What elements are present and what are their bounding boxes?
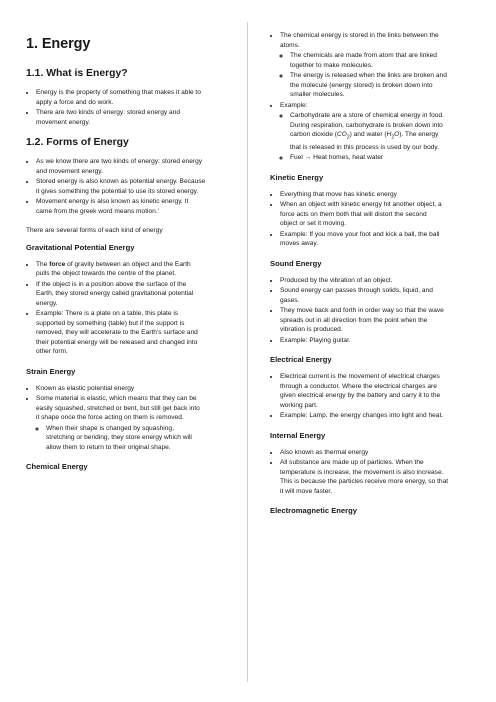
list-item: • When an object with kinetic energy hit another object, a force acts on them both that will distort the second object or set it moving. [280, 200, 472, 229]
list-item: • Example: If you move your foot and kick a ball, the ball moves away. [280, 230, 472, 249]
what-is-energy-list [26, 88, 229, 127]
chemical-title: Chemical Energy [26, 462, 88, 471]
chemical-sublist [280, 51, 472, 100]
list-item: • The chemical energy is stored in the links between the atoms. ◦ The chemicals are made from atom that are linked together to make molecules. ◦ The energy is released when the links are broken and the molecule (energy stored) is broken down into smaller molecules. [280, 31, 472, 100]
left-column [26, 36, 229, 702]
list-item: ◦ Fuel → Heat homes, heat water [290, 153, 472, 163]
section-forms-of-energy-title: 1.2. Forms of Energy [26, 137, 129, 148]
sound-title: Sound Energy [270, 258, 322, 268]
internal-title: Internal Energy [270, 430, 326, 440]
electromagnetic-title: Electromagnetic Energy [270, 506, 357, 516]
bold-word: force [49, 260, 66, 268]
chemical-list [270, 31, 472, 163]
list-item: • Some material is elastic, which means that they can be easily squashed, stretched or bent, but still get back into it shape once the force acting on them is removed. ◦ When their shape is changed by squashing, stretching or bending, they store energy which will allow them to return to their original shape. [36, 394, 229, 452]
electrical-list [270, 372, 472, 421]
forms-paragraph: There are several forms of each kind of energy [26, 227, 163, 234]
right-column [270, 31, 472, 702]
electrical-title: Electrical Energy [270, 355, 332, 365]
list-item: • Example: Playing guitar. [280, 336, 472, 346]
list-item: • The force of gravity between an object and the Earth pulls the object towards the centre of the planet. [36, 260, 229, 279]
list-item: • Example: There is a plate on a table, this plate is supported by something (table) but if the support is removed, they will accelerate to the Earth's surface and their potential energy will be released and changed into other form. [36, 309, 229, 357]
page-title: 1. Energy [26, 36, 91, 52]
gravitational-list [26, 260, 229, 357]
list-item: • Energy is the property of something that makes it able to apply a force and do work. [36, 88, 229, 107]
list-item: ◦ Carbohydrate are a store of chemical energy in food. During respiration, carbohydrate is broken down into carbon dioxide $(CO_2)$ and water $(H_2O)$. The energy that is released in this process is used by our body. [290, 111, 472, 152]
strain-sublist [36, 424, 229, 453]
list-item: • As we know there are two kinds of energy: stored energy and movement energy. [36, 157, 229, 176]
kinetic-list [270, 190, 472, 249]
list-item: • Example: ◦ Carbohydrate are a store of chemical energy in food. During respiration, carbohydrate is broken down into carbon dioxide $(CO_2)$ and water $(H_2O)$. The energy that is released in this process is used by our body. ◦ Fuel → Heat homes, heat water [280, 101, 472, 163]
gravitational-title: Gravitational Potential Energy [26, 242, 135, 252]
list-item: • All substance are made up of particles. When the temperature is increase, the movement is also increase. This is because the particles receive more energy, so that it will move faster. [280, 458, 472, 496]
list-item: • If the object is in a position above the surface of the Earth, they stored energy called gravitational potential energy. [36, 280, 229, 309]
formula-h2o-h: H [386, 131, 392, 138]
list-item: ◦ The chemicals are made from atom that are linked together to make molecules. [290, 51, 472, 70]
section-what-is-energy-title: 1.1. What is Energy? [26, 68, 128, 79]
formula-co2: CO [336, 131, 347, 138]
list-item: • Example: Lamp, the energy changes into light and heat. [280, 411, 472, 421]
kinetic-title: Kinetic Energy [270, 172, 324, 182]
list-item: • There are two kinds of energy: stored energy and movement energy. [36, 108, 229, 127]
list-item: • Produced by the vibration of an object. [280, 276, 472, 286]
sound-list [270, 276, 472, 346]
list-item: • Also known as thermal energy [280, 448, 472, 458]
list-item: • Stored energy is also known as potential energy. Because it gives something the potential to use its stored energy. [36, 177, 229, 196]
list-item: • Known as elastic potential energy [36, 384, 229, 394]
strain-list [26, 384, 229, 453]
column-divider [247, 22, 248, 682]
chemical-example-sublist [280, 111, 472, 163]
internal-list [270, 448, 472, 497]
list-item: ◦ When their shape is changed by squashing, stretching or bending, they store energy which will allow them to return to their original shape. [46, 424, 229, 453]
list-item: • Sound energy can passes through solids, liquid, and gases. [280, 286, 472, 305]
list-item: • Everything that move has kinetic energy [280, 190, 472, 200]
list-item: • Electrical current is the movement of electrical charges through a conductor. Where the electrical charges are given electrical energy by the battery and carry it to the working part. [280, 372, 472, 410]
strain-title: Strain Energy [26, 366, 76, 376]
list-item: ◦ The energy is released when the links are broken and the molecule (energy stored) is broken down into smaller molecules. [290, 71, 472, 100]
formula-h2o-o: O [394, 131, 400, 138]
list-item: • Movement energy is also known as kinetic energy. It came from the greek word means motion.' [36, 197, 229, 216]
list-item: • They move back and forth in order way so that the wave spreads out in all direction from the point when the vibration is produced. [280, 306, 472, 335]
forms-of-energy-list [26, 157, 229, 216]
